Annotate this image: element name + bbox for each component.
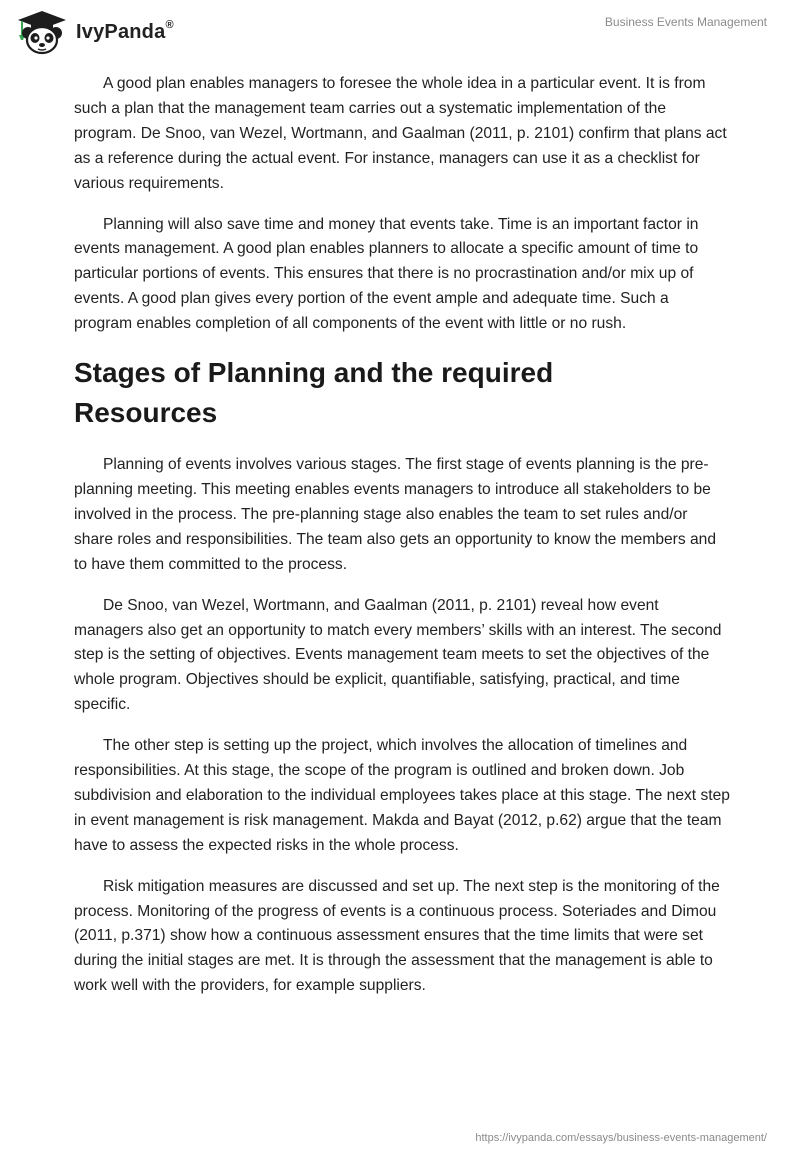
panda-graduation-cap-icon [14, 9, 70, 55]
paragraph: Planning will also save time and money that events take. Time is an important factor in events management. A good plan enables planners to allocate a specific amount of time to particular portions of events. This ensures that there is no procrastination and/or mix up of events. A good plan gives every portion of the event ample and adequate time. Such a program enables completion of all components of the event with little or no rush. [74, 215, 699, 333]
essay-body [74, 72, 730, 1015]
document-title: Business Events Management [604, 15, 767, 29]
paragraph: Planning of events involves various stages. The first stage of events planning is the pre-planning meeting. This meeting enables events managers to introduce all stakeholders to be involved in the process. The pre-planning stage also enables the team to set rules and/or share roles and responsibilities. The team also gets an opportunity to know the members and to have them committed to the process. [74, 456, 717, 573]
paragraph: The other step is setting up the project, which involves the allocation of timelines and responsibilities. At this stage, the scope of the program is outlined and broken down. Job subdivision and elaboration to the individual employees takes place at this stage. The next step in event management is risk management. Makda and Bayat (2012, p.62) argue that the team have to assess the expected risks in the whole process. [74, 737, 730, 854]
source-url-link[interactable]: https://ivypanda.com/essays/business-events-management/ [475, 1132, 767, 1144]
brand-logo-link[interactable] [14, 8, 174, 56]
paragraph: Risk mitigation measures are discussed and set up. The next step is the monitoring of the process. Monitoring of the progress of events is a continuous process. Soteriades and Dimou (2011, p.371) show how a continuous assessment ensures that the time limits that were set during the initial stages are met. It is through the assessment that the management is able to work well with the providers, for example suppliers. [74, 877, 720, 995]
page-header [0, 0, 800, 60]
registered-mark: ® [165, 18, 174, 31]
paragraph: A good plan enables managers to foresee the whole idea in a particular event. It is from such a plan that the management team carries out a systematic implementation of the program. De Snoo, van Wezel, Wortmann, and Gaalman (2011, p. 2101) confirm that plans act as a reference during the actual event. For instance, managers can use it as a checklist for various requirements. [74, 75, 727, 192]
paragraph: De Snoo, van Wezel, Wortmann, and Gaalman (2011, p. 2101) reveal how event managers also get an opportunity to match every members’ skills with an interest. The second step is the setting of objectives. Events management team meets to set the objectives of the whole program. Objectives should be explicit, quantifiable, satisfying, practical, and time specific. [74, 596, 722, 714]
brand-name: IvyPanda® [76, 18, 174, 43]
section-heading: Stages of Planning and the required Resources [74, 357, 554, 429]
